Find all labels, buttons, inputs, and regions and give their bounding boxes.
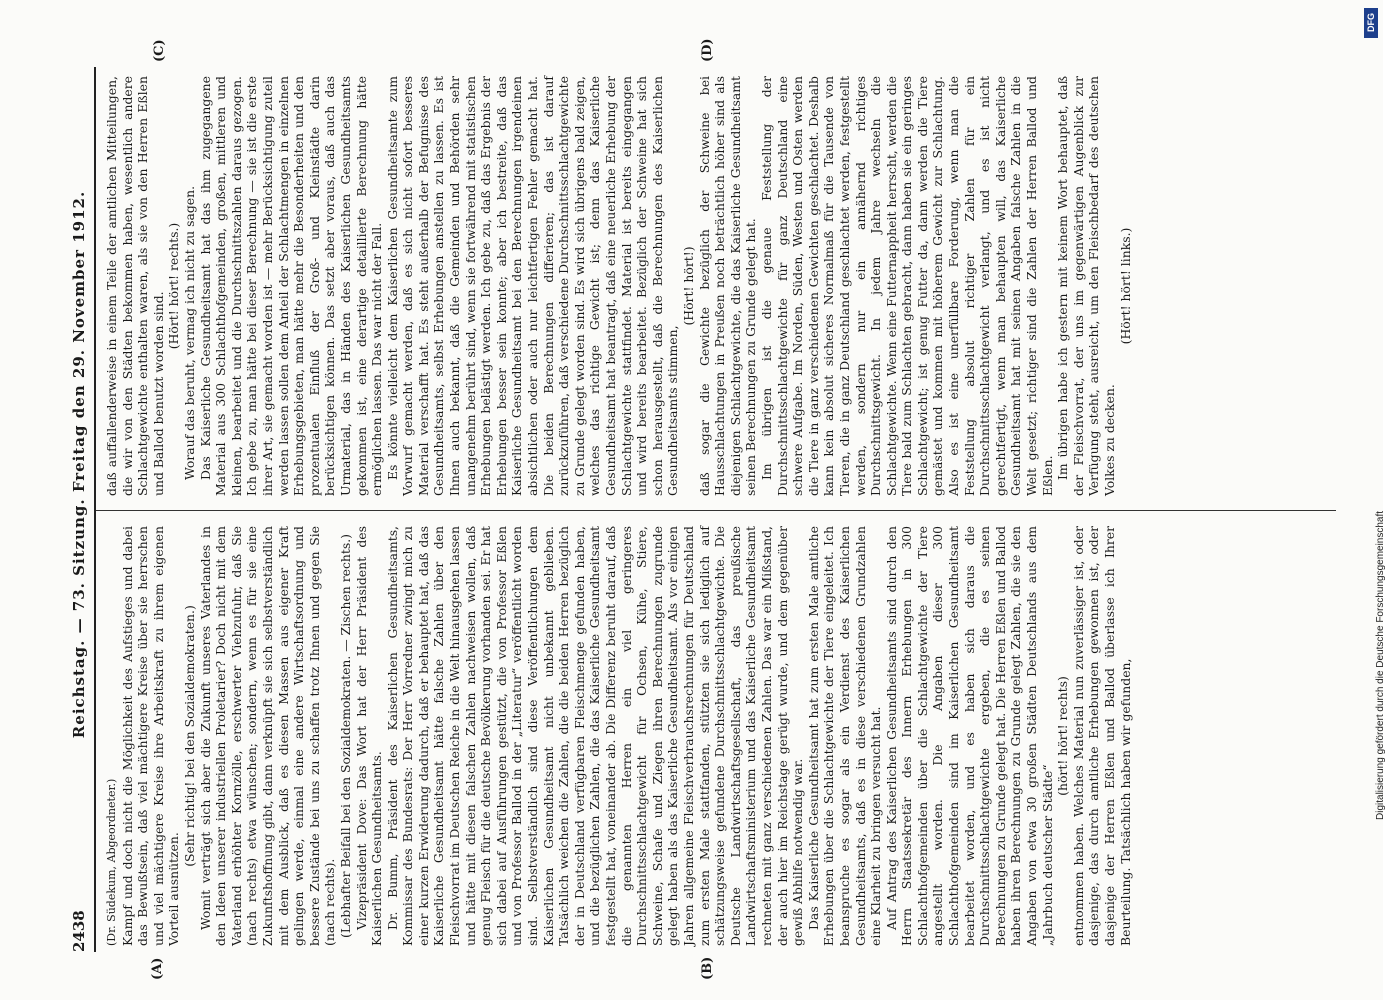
left-column [104, 526, 1340, 946]
paragraph: entnommen haben. Welches Material nun zuverlässiger ist, oder dasjenige, das durch amtliche Erhebungen gewonnen ist, oder dasjenige der Herren Eßlen und Ballod überlasse ich Ihrer Beurteilung. Tatsächlich haben wir gefunden, [1070, 526, 1133, 946]
reaction: (hört! hört! rechts) [1055, 676, 1071, 796]
marker-a: (A) [150, 957, 165, 980]
page-number: 2438 [70, 910, 88, 952]
speaker-note: (Dr. Südekum, Abgeordneter.) [105, 778, 118, 946]
paragraph: Vizepräsident Dove: Das Wort hat der Herr Präsident des Kaiserlichen Gesundheitsamts. [353, 526, 385, 946]
right-column [104, 76, 1340, 496]
reaction: (Hört! hört! links.) [1117, 227, 1133, 345]
paragraph: Worauf das beruht, vermag ich nicht zu sagen. [181, 185, 197, 480]
rotated-page [60, 38, 1350, 980]
paragraph: Im übrigen ist die genaue Feststellung der Durchschnittsschlachtgewichte für ganz Deutschland eine schwere Aufgabe. Im Norden, Süden, Westen und Osten werden die Tiere in ganz verschiedenen Gewichten geschlachtet. Deshalb kann kein absolut sicheres Normalmaß für die Tausende von Tieren, die in ganz Deutschland geschlachtet werden, festgestellt werden, sondern nur ein annähernd richtiges Durchschnittsgewicht. In jedem Jahre wechseln die Schlachtgewichte. Wenn eine Futternappheit herrscht, werden die Tiere bald zum Schlachten gebracht, dann haben sie ein geringes Schlachtgewicht; ist genug Futter da, dann werden die Tiere gemästet und kommen mit höherem Gewicht zur Schlachtung. Also es ist eine unerfüllbare Forderung, wenn man die Feststellung absolut richtiger Zahlen für ein Durchschnittsschlachtgewicht verlangt, und es ist nicht gerechtfertigt, wenn man behaupten will, das Kaiserliche Gesundheitsamt hat mit seinen Angaben falsche Zahlen in die Welt gesetzt; richtiger sind die Zahlen der Herren Ballod und Eßlen. [758, 76, 1055, 496]
paragraph: daß sogar die Gewichte bezüglich der Schweine bei Hausschlachtungen in Preußen noch beträchtlich höher sind als diejenigen Schlachtgewichte, die das Kaiserliche Gesundheitsamt seinen Berechnungen zu Grunde gelegt hat. [696, 76, 759, 496]
column-divider [96, 510, 1336, 511]
paragraph: Das Kaiserliche Gesundheitsamt hat zum ersten Male amtliche Erhebungen über die Schlachtgewichte der Tiere eingeleitet. Ich beanspruche es sogar als ein Verdienst des Kaiserlichen Gesundheitsamts, daß es in diese verschiedenen Grundzahlen eine Klarheit zu bringen versucht hat. [805, 526, 884, 946]
reaction: (Hört! hört! rechts.) [166, 222, 182, 350]
marker-d: (D) [700, 38, 715, 62]
digitization-stamp: Digitalisierung gefördert durch die Deutsche Forschungsgemeinschaft [1375, 510, 1386, 820]
paragraph: Kampf und doch nicht die Möglichkeit des Aufstieges und dabei das Bewußtsein, daß viel mächtigere Kreise über sie herrschen und viel mächtigere Kreise ihre Arbeitskraft zu ihrem eigenen Vorteil ausnützen. [119, 526, 182, 946]
paragraph: Es könnte vielleicht dem Kaiserlichen Gesundheitsamte zum Vorwurf gemacht werden, daß es sich nicht sofort besseres Material verschafft hat. Es steht außerhalb der Befugnisse des Gesundheitsamts, selbst Erhebungen anstellen zu lassen. Es ist Ihnen auch bekannt, daß die Gemeinden und Behörden sehr unangenehm berührt sind, wenn sie fortwährend mit statistischen Erhebungen belästigt werden. Ich gebe zu, daß das Ergebnis der Erhebungen besser sein konnte; aber ich bestreite, daß das Kaiserliche Gesundheitsamt bei den Berechnungen irgendeinen absichtlichen oder auch nur leichtfertigen Fehler gemacht hat. Die beiden Berechnungen differieren; das ist darauf zurückzuführen, daß verschiedene Durchschnittsschlachtgewichte zu Grunde gelegt worden sind. Es wird sich übrigens bald zeigen, welches das richtige Gewicht ist; denn das Kaiserliche Gesundheitsamt hat beantragt, daß eine neuerliche Erhebung der Schlachtgewichte stattfindet. Material ist bereits eingegangen und wird bereits bearbeitet. Bezüglich der Schweine hat sich schon herausgestellt, daß die Berechnungen des Kaiserlichen Gesundheitsamts stimmen, [384, 76, 681, 496]
reaction: (Lebhafter Beifall bei den Sozialdemokraten. — Zischen rechts.) [337, 534, 353, 939]
marker-c: (C) [152, 39, 167, 62]
reaction: (Sehr richtig! bei den Sozialdemokraten.) [181, 605, 197, 867]
paragraph: Im übrigen habe ich gestern mit keinem Wort behauptet, daß der Fleischvorrat, der uns im gegenwärtigen Augenblick zur Verfügung steht, ausreicht, um den Fleischbedarf des deutschen Volkes zu decken. [1055, 76, 1117, 496]
marker-b: (B) [700, 956, 715, 980]
reaction: (Hört! hört!) [680, 246, 696, 326]
paragraph: Das Kaiserliche Gesundheitsamt hat das ihm zugegangene Material aus 300 Schlachthofgemeinden, großen, mittleren und kleinen, bearbeitet und die Durchschnittszahlen daraus gezogen. Ich gebe zu, man hätte bei dieser Berechnung — sie ist die erste ihrer Art, sie gemacht worden ist — mehr Berücksichtigung zuteil werden lassen sollen dem Anteil der Schlachtmengen in einzelnen Erhebungsgebieten, man hätte mehr die Besonderheiten und den prozentualen Einfluß der Groß- und Kleinstädte darin berücksichtigen können. Das setzt aber voraus, daß auch das Urmaterial, das in Händen des Kaiserlichen Gesundheitsamts gekommen ist, eine derartige detaillierte Berechnung hätte ermöglichen lassen. Das war nicht der Fall. [197, 76, 385, 496]
paragraph: Womit verträgt sich aber die Zukunft unseres Vaterlandes in den Ideen unserer industriellen Proletarier? Doch nicht mit dem Vaterland erhöhter Kornzölle, erschwerter Viehzufuhr, daß Sie (nach rechts) etwa wünschen; sondern, wenn es für sie eine Zukunftshoffnung gibt, dann verknüpft sie sich selbstverständlich mit dem Ausblick, daß es diesen Massen aus eigener Kraft gelingen werde, einmal eine andere Wirtschaftsordnung und bessere Zustände bei uns zu schaffen trotz Ihnen und gegen Sie (nach rechts). [197, 526, 338, 946]
paragraph: Auf Antrag des Kaiserlichen Gesundheitsamts sind durch den Herrn Staatssekretär des Innern Erhebungen in 300 Schlachthofgemeinden über die Schlachtgewichte der Tiere angestellt worden. Die Angaben dieser 300 Schlachthofgemeinden sind im Kaiserlichen Gesundheitsamt bearbeitet worden, und es haben sich daraus die Durchschnittsschlachtgewichte ergeben, die es seinen Berechnungen zu Grunde gelegt hat. Die Herren Eßlen und Ballod haben ihren Berechnungen zu Grunde gelegt Zahlen, die sie den Angaben von etwa 30 großen Städten Deutschlands aus dem „Jahrbuch deutscher Städte“ [883, 526, 1055, 946]
dfg-logo-icon: DFG [1364, 8, 1378, 38]
paragraph: daß auffallenderweise in einem Teile der amtlichen Mitteilungen, die wir von den Städten bekommen haben, wesentlich andere Schlachtgewichte enthalten waren, als sie von den Herren Eßlen und Ballod benutzt worden sind. [104, 76, 166, 496]
running-title: Reichstag. — 73. Sitzung. Freitag den 29. November 1912. [70, 190, 88, 739]
paragraph: Dr. Bumm, Präsident des Kaiserlichen Gesundheitsamts, Kommissar des Bundesrats: Der Herr Vorredner zwingt mich zu einer kurzen Erwiderung dadurch, daß er behauptet hat, daß das Kaiserliche Gesundheitsamt hätte falsche Zahlen über den Fleischvorrat im Deutschen Reiche in die Welt hinausgehen lassen und hätte mit diesen falschen Zahlen nachweisen wollen, daß genug Fleisch für die deutsche Bevölkerung vorhanden sei. Er hat sich dabei auf Ausführungen gestützt, die von Professor Eßlen und von Professor Ballod in der „Literatur“ veröffentlicht worden sind. Selbstverständlich sind diese Veröffentlichungen dem Kaiserlichen Gesundheitsamt nicht unbekannt geblieben. Tatsächlich weichen die Zahlen, die die beiden Herren bezüglich der in Deutschland verfügbaren Fleischmenge gefunden haben, und die bezüglichen Zahlen, die das Kaiserliche Gesundheitsamt festgestellt hat, voneinander ab. Die Differenz beruht darauf, daß die genannten Herren ein viel geringeres Durchschnittsschlachtgewicht für Ochsen, Kühe, Stiere, Schweine, Schafe und Ziegen ihren Berechnungen zugrunde gelegt haben als das Kaiserliche Gesundheitsamt. Als vor einigen Jahren allgemeine Fleischverbrauchsrechnungen für Deutschland zum ersten Male stattfanden, stützten sie sich lediglich auf schätzungsweise gefundene Durchschnittsschlachtgewichte. Die Deutsche Landwirtschaftsgesellschaft, das preußische Landwirtschaftsministerium und das Kaiserliche Gesundheitsamt rechneten mit ganz verschiedenen Zahlen. Das war ein Mißstand, der auch hier im Reichstage gerügt wurde, und dem gegenüber gewiß Abhilfe notwendig war. [384, 526, 806, 946]
